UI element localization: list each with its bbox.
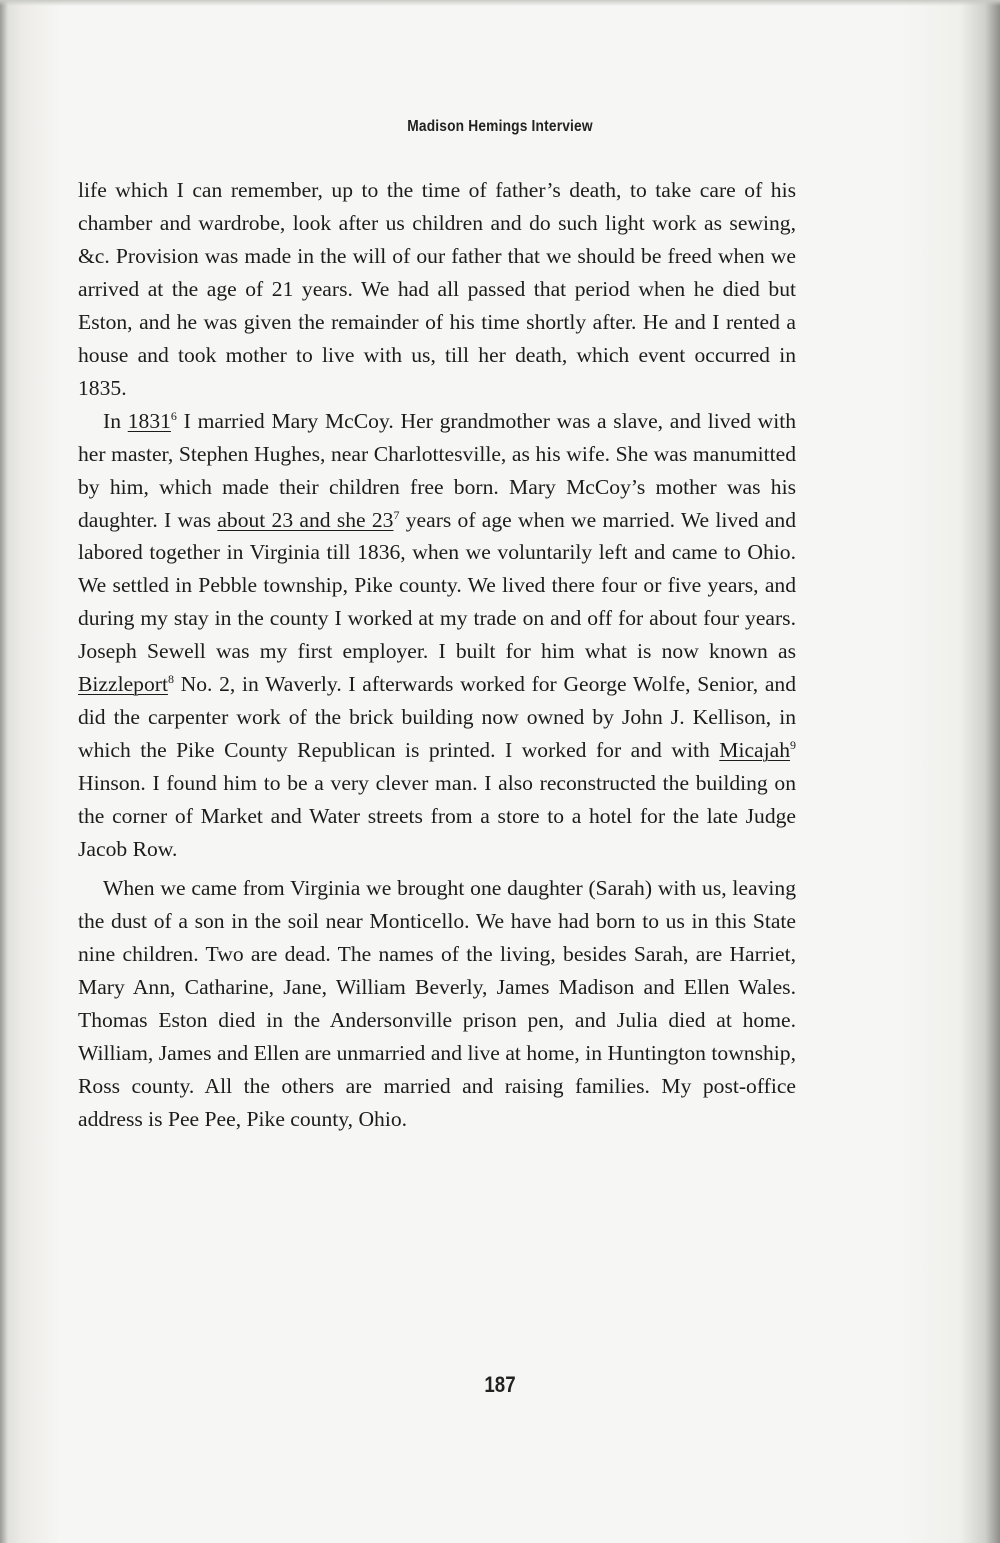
footnote-marker-6: 6 (170, 408, 177, 423)
footnote-ref-7-text: about 23 and she 23 (217, 507, 394, 532)
page-top-edge (0, 0, 1000, 6)
paragraph-2 (78, 405, 796, 866)
p2-segment-a: I married Mary McCoy. Her grandmother was a slave, and lived with her master, Stephen Hughes, near Charlottesville, as his wife. She was manumitted by him, which made their children free born. Mary McCoy’s mother was his daughter. I was (78, 408, 797, 532)
footnote-ref-8-text: Bizzleport (78, 672, 168, 697)
paragraph-1: life which I can remember, up to the time of father’s death, to take care of his chamber and wardrobe, look after us children and do such light work as sewing, &c. Provision was made in the will of our father that we should be freed when we arrived at the age of 21 years. We had all passed that period when he died but Eston, and he was given the remainder of his time shortly after. He and I rented a house and took mother to live with us, till her death, which event occurred in 1835. (78, 178, 796, 400)
paragraph-3: When we came from Virginia we brought one daughter (Sarah) with us, leaving the dust of a son in the soil near Monticello. We have had born to us in this State nine children. Two are dead. The names of the living, besides Sarah, are Harriet, Mary Ann, Catharine, Jane, William Beverly, James Madison and Ellen Wales. Thomas Eston died in the Andersonville prison pen, and Julia died at home. William, James and Ellen are unmarried and live at home, in Huntington township, Ross county. All the others are married and raising families. My post-office address is Pee Pee, Pike county, Ohio. (78, 876, 796, 1131)
footnote-ref-9-text: Micajah (719, 738, 790, 763)
footnote-marker-8: 8 (167, 672, 174, 687)
page-number: 187 (484, 1372, 516, 1397)
p2-segment-d: Hinson. I found him to be a very clever man. I also reconstructed the building on the corner of Market and Water streets from a store to a hotel for the late Judge Jacob Row. (78, 771, 796, 862)
p2-segment-b: years of age when we married. We lived and labored together in Virginia till 1836, when we voluntarily left and came to Ohio. We settled in Pebble township, Pike county. We lived there four or five years, and during my stay in the county I worked at my trade on and off for about four years. Joseph Sewell was my first employer. I built for him what is now known as (78, 507, 796, 664)
footnote-ref-6-text: 1831 (127, 408, 171, 433)
body-text (78, 174, 796, 1136)
footnote-marker-7: 7 (393, 507, 400, 522)
running-head: Madison Hemings Interview (407, 118, 593, 135)
spine-shadow (0, 0, 8, 1543)
footnote-marker-9: 9 (790, 738, 796, 753)
p2-segment-c: No. 2, in Waverly. I afterwards worked for George Wolfe, Senior, and did the carpenter work of the brick building now owned by John J. Kellison, in which the Pike County Republican is printed. I worked for and with (78, 672, 796, 763)
p2-lead: In (103, 408, 128, 433)
